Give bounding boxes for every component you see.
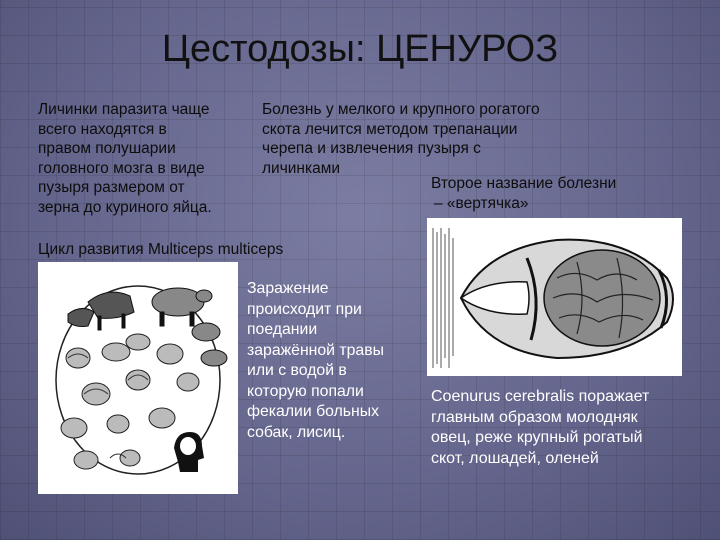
- brain-skull-image: [427, 218, 682, 376]
- text-line: Заражение: [247, 280, 329, 297]
- text-line: зерна до куриного яйца.: [38, 198, 212, 216]
- cycle-label: Цикл развития Multiceps multiceps: [38, 241, 284, 258]
- text-line: Второе название болезни: [431, 175, 617, 192]
- species-text: [431, 387, 649, 469]
- text-line: собак, лисиц.: [247, 423, 346, 441]
- text-line: главным образом молодняк: [431, 408, 638, 426]
- text-line: всего находятся в: [38, 120, 167, 138]
- life-cycle-illustration: [38, 262, 238, 494]
- text-line: головного мозга в виде: [38, 159, 205, 177]
- skull-illustration: [427, 218, 682, 376]
- text-line: которую попали: [247, 382, 364, 400]
- text-line: или с водой в: [247, 362, 347, 379]
- text-line: пузыря размером от: [38, 179, 185, 196]
- text-line: Личинки паразита чаще: [38, 101, 210, 118]
- text-line: происходит при: [247, 300, 362, 318]
- text-line: правом полушарии: [38, 140, 176, 157]
- text-line: скота лечится методом трепанации: [262, 120, 518, 138]
- text-line: личинками: [262, 159, 341, 177]
- text-line: – «вертячка»: [434, 194, 529, 212]
- text-line: овец, реже крупный рогатый: [431, 429, 643, 446]
- text-line: поедании: [247, 321, 318, 338]
- text-line: заражённой травы: [247, 341, 384, 359]
- text-line: Coenurus cerebralis поражает: [431, 388, 650, 405]
- life-cycle-image: [38, 262, 238, 494]
- second-name-text: [431, 174, 616, 213]
- text-line: фекалии больных: [247, 403, 379, 420]
- larvae-location-text: [38, 100, 212, 217]
- slide-title: Цестодозы: ЦЕНУРОЗ: [161, 28, 559, 70]
- infection-text: [247, 279, 384, 443]
- treatment-text: [262, 100, 540, 178]
- text-line: черепа и извлечения пузыря с: [262, 140, 481, 157]
- text-line: Болезнь у мелкого и крупного рогатого: [262, 101, 540, 118]
- text-line: скот, лошадей, оленей: [431, 449, 599, 467]
